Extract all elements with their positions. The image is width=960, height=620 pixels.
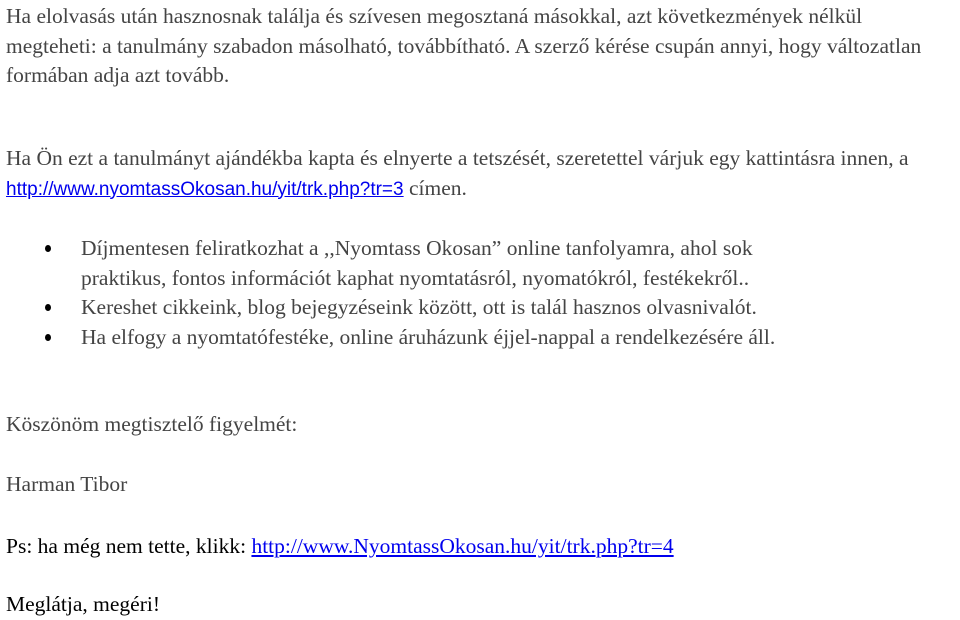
thanks-line: Köszönöm megtisztelő figyelmét:	[6, 412, 298, 436]
gift-text-after: címen.	[403, 175, 467, 200]
list-item-line: praktikus, fontos információt kaphat nyomtatásról, nyomatókról, festékekről..	[81, 265, 750, 290]
gift-text-before: Ha Ön ezt a tanulmányt ajándékba kapta és elnyerte a tetszését, szeretettel várjuk egy kattintásra innen, a	[6, 146, 909, 170]
list-item	[6, 293, 956, 323]
list-item-line: Díjmentesen feliratkozhat a ,,Nyomtass Okosan” online tanfolyamra, ahol sok	[81, 236, 753, 260]
list-item	[6, 234, 956, 293]
gift-paragraph	[6, 144, 956, 204]
bullet-list	[6, 234, 956, 352]
bullet-icon	[45, 334, 51, 341]
list-item-line: Kereshet cikkeink, blog bejegyzéseink között, ott is talál hasznos olvasnivalót.	[81, 295, 757, 319]
ps-prefix: Ps: ha még nem tette, klikk:	[6, 534, 252, 558]
final-line: Meglátja, megéri!	[6, 592, 161, 616]
list-item	[6, 323, 956, 353]
intro-paragraph: Ha elolvasás után hasznosnak találja és szívesen megosztaná másokkal, azt következmények nélkül megteheti: a tanulmány szabadon másolható, továbbítható. A szerző kérése csupán annyi, hogy változatlan formában adja azt tovább.	[6, 4, 922, 87]
gift-link[interactable]: http://www.nyomtassOkosan.hu/yit/trk.php?tr=3	[6, 178, 404, 200]
ps-link[interactable]: http://www.NyomtassOkosan.hu/yit/trk.php?tr=4	[251, 534, 674, 558]
ps-line	[6, 532, 674, 562]
author-name: Harman Tibor	[6, 472, 128, 496]
list-item-line: Ha elfogy a nyomtatófestéke, online áruházunk éjjel-nappal a rendelkezésére áll.	[81, 324, 776, 349]
bullet-icon	[45, 245, 51, 252]
bullet-icon	[45, 304, 51, 311]
